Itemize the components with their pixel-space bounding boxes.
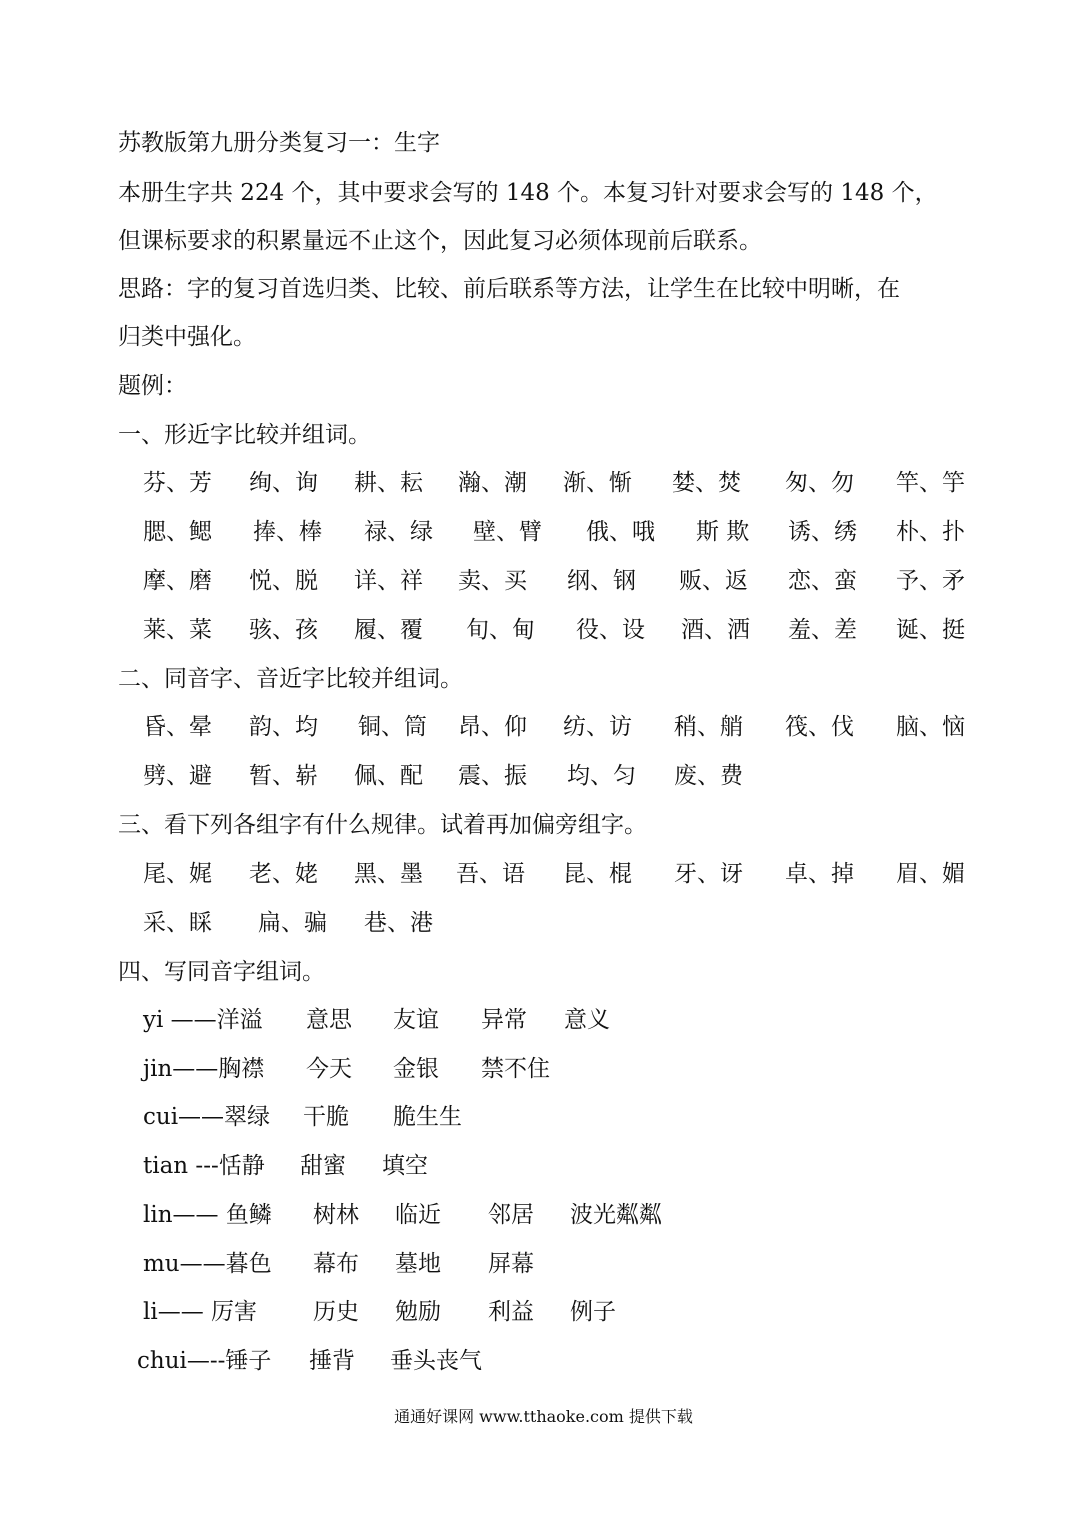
char-pair: 震、振 xyxy=(458,763,527,789)
char-pair: 竿、竽 xyxy=(896,470,965,496)
intro-line-2: 但课标要求的积累量远不止这个，因此复习必须体现前后联系。 xyxy=(118,228,762,254)
homophone-pinyin-word: cui——翠绿 xyxy=(143,1104,271,1130)
char-pair: 渐、惭 xyxy=(563,470,632,496)
homophone-pinyin-word: yi ——洋溢 xyxy=(143,1007,263,1033)
approach-line-1: 思路：字的复习首选归类、比较、前后联系等方法，让学生在比较中明晰，在 xyxy=(118,276,900,302)
char-pair: 老、姥 xyxy=(249,861,318,887)
homophone-word: 禁不住 xyxy=(481,1056,550,1082)
char-pair: 黑、墨 xyxy=(354,861,423,887)
char-pair: 莱、菜 xyxy=(143,617,212,643)
document-title: 苏教版第九册分类复习一：生字 xyxy=(118,130,440,156)
homophone-word: 利益 xyxy=(488,1299,534,1325)
char-pair: 纲、钢 xyxy=(567,568,636,594)
char-pair: 履、覆 xyxy=(354,617,423,643)
char-pair: 韵、均 xyxy=(249,714,318,740)
char-pair: 诱、绣 xyxy=(788,519,857,545)
homophone-word: 金银 xyxy=(393,1056,439,1082)
page-footer: 通通好课网 www.tthaoke.com 提供下载 xyxy=(394,1407,693,1426)
char-pair: 脑、恼 xyxy=(896,714,965,740)
homophone-pinyin-word: chui—--锤子 xyxy=(137,1348,272,1374)
char-pair: 卓、掉 xyxy=(785,861,854,887)
char-pair: 恋、蛮 xyxy=(788,568,857,594)
char-pair: 佩、配 xyxy=(354,763,423,789)
approach-line-2: 归类中强化。 xyxy=(118,324,256,350)
char-pair: 酒、洒 xyxy=(681,617,750,643)
homophone-pinyin-word: li—— 厉害 xyxy=(143,1299,258,1325)
char-pair: 废、费 xyxy=(674,763,743,789)
char-pair: 摩、磨 xyxy=(143,568,212,594)
homophone-word: 意义 xyxy=(564,1007,610,1033)
homophone-word: 友谊 xyxy=(393,1007,439,1033)
homophone-word: 今天 xyxy=(306,1056,352,1082)
homophone-word: 树林 xyxy=(313,1202,359,1228)
homophone-word: 捶背 xyxy=(309,1348,355,1374)
char-pair: 匆、勿 xyxy=(785,470,854,496)
char-pair: 绚、询 xyxy=(249,470,318,496)
char-pair: 壁、臂 xyxy=(473,519,542,545)
char-pair: 禄、绿 xyxy=(364,519,433,545)
char-pair: 昆、棍 xyxy=(563,861,632,887)
char-pair: 扁、骗 xyxy=(258,910,327,936)
homophone-pinyin-word: jin——胸襟 xyxy=(143,1056,265,1082)
homophone-word: 屏幕 xyxy=(488,1251,534,1277)
char-pair: 婪、焚 xyxy=(672,470,741,496)
char-pair: 详、祥 xyxy=(354,568,423,594)
homophone-word: 例子 xyxy=(570,1299,616,1325)
homophone-word: 填空 xyxy=(382,1153,428,1179)
char-pair: 羞、差 xyxy=(788,617,857,643)
homophone-word: 垂头丧气 xyxy=(390,1348,482,1374)
char-pair: 俄、哦 xyxy=(586,519,655,545)
homophone-word: 脆生生 xyxy=(393,1104,462,1130)
char-pair: 吾、语 xyxy=(456,861,525,887)
homophone-word: 幕布 xyxy=(313,1251,359,1277)
char-pair: 尾、娓 xyxy=(143,861,212,887)
char-pair: 贩、返 xyxy=(679,568,748,594)
char-pair: 卖、买 xyxy=(458,568,527,594)
char-pair: 眉、媚 xyxy=(896,861,965,887)
char-pair: 诞、挺 xyxy=(896,617,965,643)
char-pair: 悦、脱 xyxy=(249,568,318,594)
section3-heading: 三、看下列各组字有什么规律。试着再加偏旁组字。 xyxy=(118,812,647,838)
intro-line-1: 本册生字共 224 个，其中要求会写的 148 个。本复习针对要求会写的 148 个， xyxy=(118,180,938,206)
char-pair: 巷、港 xyxy=(364,910,433,936)
char-pair: 朴、扑 xyxy=(896,519,965,545)
char-pair: 筏、伐 xyxy=(785,714,854,740)
homophone-word: 波光粼粼 xyxy=(570,1202,662,1228)
char-pair: 瀚、潮 xyxy=(458,470,527,496)
char-pair: 稍、艄 xyxy=(674,714,743,740)
section1-heading: 一、形近字比较并组词。 xyxy=(118,422,371,448)
char-pair: 腮、鳃 xyxy=(143,519,212,545)
char-pair: 骇、孩 xyxy=(249,617,318,643)
homophone-word: 临近 xyxy=(395,1202,441,1228)
char-pair: 芬、芳 xyxy=(143,470,212,496)
homophone-word: 干脆 xyxy=(303,1104,349,1130)
char-pair: 旬、甸 xyxy=(466,617,535,643)
char-pair: 昂、仰 xyxy=(458,714,527,740)
section2-heading: 二、同音字、音近字比较并组词。 xyxy=(118,666,463,692)
char-pair: 耕、耘 xyxy=(354,470,423,496)
homophone-word: 甜蜜 xyxy=(300,1153,346,1179)
char-pair: 牙、讶 xyxy=(674,861,743,887)
char-pair: 铜、筒 xyxy=(358,714,427,740)
homophone-word: 历史 xyxy=(313,1299,359,1325)
homophone-pinyin-word: tian ---恬静 xyxy=(143,1153,265,1179)
char-pair: 昏、晕 xyxy=(143,714,212,740)
char-pair: 役、设 xyxy=(576,617,645,643)
char-pair: 捧、棒 xyxy=(253,519,322,545)
char-pair: 斯 欺 xyxy=(696,519,750,545)
section4-heading: 四、写同音字组词。 xyxy=(118,959,325,985)
homophone-word: 邻居 xyxy=(488,1202,534,1228)
char-pair: 采、睬 xyxy=(143,910,212,936)
homophone-word: 异常 xyxy=(481,1007,527,1033)
homophone-pinyin-word: lin—— 鱼鳞 xyxy=(143,1202,272,1228)
char-pair: 均、匀 xyxy=(567,763,636,789)
homophone-word: 意思 xyxy=(306,1007,352,1033)
char-pair: 劈、避 xyxy=(143,763,212,789)
char-pair: 暂、崭 xyxy=(249,763,318,789)
homophone-word: 勉励 xyxy=(395,1299,441,1325)
char-pair: 予、矛 xyxy=(896,568,965,594)
examples-heading: 题例： xyxy=(118,373,187,399)
homophone-word: 墓地 xyxy=(395,1251,441,1277)
homophone-pinyin-word: mu——暮色 xyxy=(143,1251,272,1277)
char-pair: 纺、访 xyxy=(563,714,632,740)
